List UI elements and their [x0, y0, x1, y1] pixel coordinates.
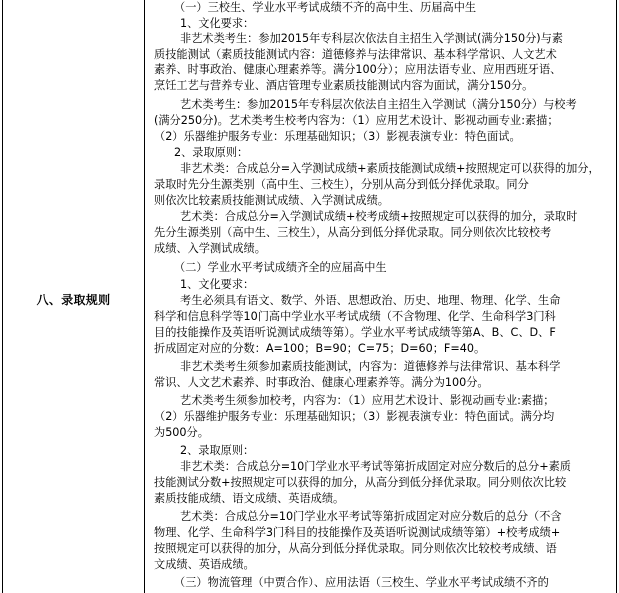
content-line: 2、录取原则： — [174, 146, 249, 159]
content-line: 物理、化学、生命科学3门科目的技能操作及英语听说测试成绩等第）+校考成绩+ — [154, 526, 561, 539]
content-line: 文成绩、英语成绩。 — [154, 558, 255, 571]
content-line: 先分生源类别（高中生、三校生），从高分到低分择优录取。同分则依次比较校考 — [154, 226, 552, 239]
content-line: 目的技能操作及英语听说测试成绩等第）。学业水平考试成绩等第A、B、C、D、F — [154, 326, 556, 339]
content-line: （三）物流管理（中贾合作）、应用法语（三校生、学业水平考试成绩不齐的 — [174, 576, 549, 589]
content-line: 1、文化要求： — [180, 278, 255, 291]
content-line: 非艺术类考生须参加素质技能测试，内容为：道德修养与法律常识、基本科学 — [180, 360, 561, 373]
content-line: 非艺术类：合成总分=入学测试成绩+素质技能测试成绩+按照规定可以获得的加分， — [180, 162, 600, 175]
content-line: 素养、时事政治、健康心理素养等。满分100分）；应用法语专业、应用西班牙语、 — [154, 63, 562, 76]
content-line: 成绩、入学测试成绩。 — [154, 242, 266, 255]
content-line: （2）乐器维护服务专业：乐理基础知识；（3）影视表演专业：特色面试。 — [154, 130, 521, 143]
section-label: 八、录取规则 — [36, 293, 111, 307]
content-line: 为500分。 — [154, 426, 209, 439]
content-line: 按照规定可以获得的加分，从高分到低分择优录取。同分则依次比较校考成绩、语 — [154, 542, 557, 555]
content-line: (满分250分)。艺术类考生校考内容为：（1）应用艺术设计、影视动画专业:素描； — [154, 114, 559, 127]
content-line: 录取时先分生源类别（高中生、三校生），分别从高分到低分择优录取。同分 — [154, 178, 529, 191]
content-line: 非艺术类：合成总分=10门学业水平考试等第折成固定对应分数后的总分+素质 — [180, 460, 571, 473]
content-line: 2、录取原则： — [180, 444, 255, 457]
content-line: 素质技能成绩、语文成绩、英语成绩。 — [154, 492, 345, 505]
content-line: 考生必须具有语文、数学、外语、思想政治、历史、地理、物理、化学、生命 — [180, 294, 561, 307]
content-line: 1、文化要求： — [180, 17, 255, 30]
content-line: 艺术类考生须参加校考，内容为：（1）应用艺术设计、影视动画专业:素描； — [180, 394, 555, 407]
content-line: 折成固定对应的分数：A=100；B=90；C=75；D=60；F=40。 — [154, 342, 486, 355]
content-line: 质技能测试（素质技能测试内容：道德修养与法律常识、基本科学常识、人文艺术 — [154, 48, 557, 61]
content-line: 艺术类：合成总分=入学测试成绩+校考成绩+按照规定可以获得的加分，录取时 — [180, 210, 578, 223]
section-label-cell — [3, 0, 145, 593]
content-line: 常识、人文艺术素养、时事政治、健康心理素养等。满分为100分。 — [154, 376, 489, 389]
content-line: （一）三校生、学业水平考试成绩不齐的高中生、历届高中生 — [174, 1, 477, 14]
content-line: 艺术类：合成总分=10门学业水平考试等第折成固定对应分数后的总分（不含 — [180, 510, 562, 523]
content-line: （2）乐器维护服务专业：乐理基础知识；（3）影视表演专业：特色面试。满分均 — [154, 410, 555, 423]
content-line: 科学和信息科学等10门高中学业水平考试成绩（不含物理、化学、生命科学3门科 — [154, 310, 556, 323]
content-line: 艺术类考生：参加2015年专科层次依法自主招生入学测试（满分150分）与校考 — [180, 98, 577, 111]
content-line: 则依次比较素质技能测试成绩、入学测试成绩。 — [154, 194, 389, 207]
content-line: 烹饪工艺与营养专业、酒店管理专业素质技能测试内容为面试，满分150分。 — [154, 79, 534, 92]
content-line: （二）学业水平考试成绩齐全的应届高中生 — [174, 261, 387, 274]
content-line: 非艺术类考生：参加2015年专科层次依法自主招生入学测试(满分150分)与素 — [180, 32, 563, 45]
admission-rules-table — [2, 0, 617, 593]
content-line: 技能测试分数+按照规定可以获得的加分，从高分到低分择优录取。同分则依次比较 — [154, 476, 567, 489]
